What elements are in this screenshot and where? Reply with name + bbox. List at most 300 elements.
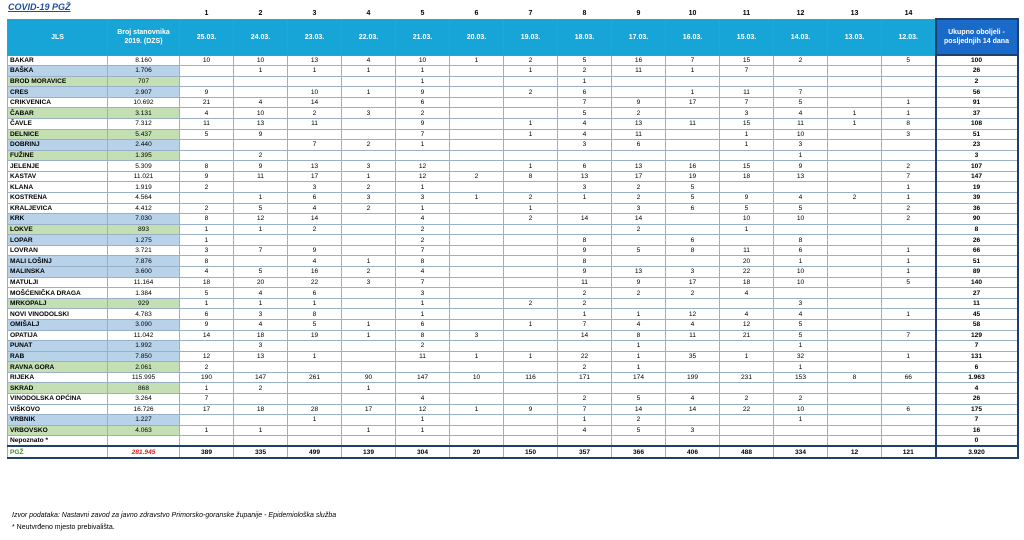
total-cell: 6 bbox=[936, 362, 1018, 373]
totals-count-cell: 121 bbox=[882, 446, 936, 458]
case-count-cell: 3 bbox=[342, 193, 396, 204]
case-count-cell: 7 bbox=[396, 277, 450, 288]
case-count-cell: 4 bbox=[396, 214, 450, 225]
case-count-cell bbox=[504, 362, 558, 373]
case-count-cell: 7 bbox=[396, 129, 450, 140]
case-count-cell bbox=[450, 203, 504, 214]
case-count-cell: 8 bbox=[882, 118, 936, 129]
table-row bbox=[8, 319, 1018, 330]
population-cell: 2.440 bbox=[108, 140, 180, 151]
case-count-cell: 9 bbox=[234, 161, 288, 172]
case-count-cell: 4 bbox=[180, 108, 234, 119]
municipality-name: VRBNIK bbox=[8, 415, 108, 426]
population-cell: 5.437 bbox=[108, 129, 180, 140]
totals-population: 281.945 bbox=[108, 446, 180, 458]
case-count-cell bbox=[666, 436, 720, 447]
municipality-name: KASTAV bbox=[8, 171, 108, 182]
header-date: 18.03. bbox=[558, 19, 612, 55]
case-count-cell: 3 bbox=[342, 277, 396, 288]
case-count-cell: 1 bbox=[396, 203, 450, 214]
case-count-cell: 2 bbox=[180, 362, 234, 373]
table-row bbox=[8, 309, 1018, 320]
case-count-cell: 2 bbox=[558, 66, 612, 77]
case-count-cell: 1 bbox=[234, 193, 288, 204]
case-count-cell: 8 bbox=[558, 235, 612, 246]
case-count-cell bbox=[828, 362, 882, 373]
case-count-cell bbox=[828, 394, 882, 405]
case-count-cell bbox=[180, 436, 234, 447]
case-count-cell: 2 bbox=[396, 235, 450, 246]
case-count-cell: 2 bbox=[882, 214, 936, 225]
case-count-cell: 1 bbox=[288, 298, 342, 309]
case-count-cell: 1 bbox=[396, 425, 450, 436]
case-count-cell: 1 bbox=[504, 129, 558, 140]
case-count-cell: 12 bbox=[720, 319, 774, 330]
population-cell: 1.384 bbox=[108, 288, 180, 299]
case-count-cell: 10 bbox=[774, 404, 828, 415]
case-count-cell: 2 bbox=[774, 394, 828, 405]
population-cell: 3.721 bbox=[108, 245, 180, 256]
case-count-cell: 1 bbox=[558, 415, 612, 426]
case-count-cell bbox=[342, 298, 396, 309]
column-number: 12 bbox=[796, 10, 805, 18]
case-count-cell: 6 bbox=[882, 404, 936, 415]
case-count-cell: 17 bbox=[612, 171, 666, 182]
header-date: 25.03. bbox=[180, 19, 234, 55]
population-cell: 868 bbox=[108, 383, 180, 394]
case-count-cell bbox=[720, 383, 774, 394]
header-date: 23.03. bbox=[288, 19, 342, 55]
case-count-cell: 1 bbox=[396, 66, 450, 77]
table-row bbox=[8, 256, 1018, 267]
case-count-cell: 1 bbox=[342, 330, 396, 341]
case-count-cell: 4 bbox=[774, 193, 828, 204]
municipality-name: FUŽINE bbox=[8, 150, 108, 161]
case-count-cell: 6 bbox=[666, 203, 720, 214]
case-count-cell: 4 bbox=[234, 288, 288, 299]
case-count-cell bbox=[450, 182, 504, 193]
case-count-cell bbox=[450, 66, 504, 77]
case-count-cell bbox=[288, 150, 342, 161]
case-count-cell: 5 bbox=[612, 425, 666, 436]
municipality-name: CRES bbox=[8, 87, 108, 98]
case-count-cell bbox=[666, 362, 720, 373]
municipality-name: MALI LOŠINJ bbox=[8, 256, 108, 267]
case-count-cell bbox=[882, 150, 936, 161]
case-count-cell: 1 bbox=[180, 235, 234, 246]
case-count-cell: 2 bbox=[558, 298, 612, 309]
case-count-cell: 1 bbox=[774, 362, 828, 373]
case-count-cell: 17 bbox=[288, 171, 342, 182]
total-cell: 58 bbox=[936, 319, 1018, 330]
table-row bbox=[8, 171, 1018, 182]
page-title: COVID-19 PGŽ bbox=[8, 2, 71, 12]
total-cell: 7 bbox=[936, 415, 1018, 426]
municipality-name: PUNAT bbox=[8, 341, 108, 352]
population-cell: 1.395 bbox=[108, 150, 180, 161]
case-count-cell bbox=[234, 87, 288, 98]
case-count-cell bbox=[828, 182, 882, 193]
total-cell: 66 bbox=[936, 245, 1018, 256]
header-jls: JLS bbox=[8, 19, 108, 55]
case-count-cell: 9 bbox=[234, 129, 288, 140]
case-count-cell: 2 bbox=[504, 87, 558, 98]
case-count-cell: 1 bbox=[558, 76, 612, 87]
case-count-cell: 1 bbox=[882, 97, 936, 108]
case-count-cell: 17 bbox=[666, 97, 720, 108]
case-count-cell bbox=[558, 224, 612, 235]
case-count-cell bbox=[612, 256, 666, 267]
case-count-cell: 16 bbox=[288, 267, 342, 278]
case-count-cell: 8 bbox=[828, 372, 882, 383]
case-count-cell bbox=[450, 129, 504, 140]
table-row bbox=[8, 55, 1018, 66]
case-count-cell: 2 bbox=[558, 394, 612, 405]
case-count-cell bbox=[504, 108, 558, 119]
population-cell: 115.995 bbox=[108, 372, 180, 383]
case-count-cell bbox=[666, 415, 720, 426]
column-number: 11 bbox=[742, 10, 751, 18]
case-count-cell bbox=[504, 277, 558, 288]
case-count-cell bbox=[882, 362, 936, 373]
totals-count-cell: 366 bbox=[612, 446, 666, 458]
column-number: 5 bbox=[420, 10, 425, 18]
table-body bbox=[8, 55, 1018, 458]
case-count-cell: 11 bbox=[396, 351, 450, 362]
header-date: 13.03. bbox=[828, 19, 882, 55]
case-count-cell bbox=[828, 214, 882, 225]
case-count-cell bbox=[234, 436, 288, 447]
case-count-cell: 22 bbox=[288, 277, 342, 288]
case-count-cell bbox=[504, 383, 558, 394]
total-cell: 0 bbox=[936, 436, 1018, 447]
case-count-cell bbox=[450, 415, 504, 426]
case-count-cell bbox=[882, 76, 936, 87]
case-count-cell: 20 bbox=[234, 277, 288, 288]
case-count-cell bbox=[342, 309, 396, 320]
case-count-cell: 5 bbox=[234, 267, 288, 278]
case-count-cell bbox=[450, 319, 504, 330]
total-cell: 91 bbox=[936, 97, 1018, 108]
case-count-cell: 10 bbox=[774, 267, 828, 278]
case-count-cell: 4 bbox=[612, 319, 666, 330]
population-cell: 11.042 bbox=[108, 330, 180, 341]
case-count-cell: 1 bbox=[504, 351, 558, 362]
case-count-cell bbox=[882, 298, 936, 309]
case-count-cell bbox=[828, 267, 882, 278]
case-count-cell bbox=[342, 76, 396, 87]
case-count-cell bbox=[504, 267, 558, 278]
case-count-cell bbox=[504, 425, 558, 436]
table-row bbox=[8, 341, 1018, 352]
case-count-cell bbox=[450, 87, 504, 98]
case-count-cell: 66 bbox=[882, 372, 936, 383]
municipality-name: ČABAR bbox=[8, 108, 108, 119]
total-cell: 23 bbox=[936, 140, 1018, 151]
municipality-name: Nepoznato * bbox=[8, 436, 108, 447]
case-count-cell: 7 bbox=[288, 140, 342, 151]
case-count-cell: 19 bbox=[666, 171, 720, 182]
case-count-cell: 3 bbox=[720, 108, 774, 119]
case-count-cell bbox=[504, 140, 558, 151]
population-cell: 1.992 bbox=[108, 341, 180, 352]
case-count-cell bbox=[288, 394, 342, 405]
case-count-cell: 1 bbox=[882, 309, 936, 320]
case-count-cell bbox=[342, 245, 396, 256]
case-count-cell: 3 bbox=[234, 309, 288, 320]
case-count-cell bbox=[558, 383, 612, 394]
case-count-cell bbox=[450, 309, 504, 320]
column-number: 8 bbox=[582, 10, 587, 18]
case-count-cell: 1 bbox=[612, 341, 666, 352]
case-count-cell: 1 bbox=[720, 224, 774, 235]
total-cell: 107 bbox=[936, 161, 1018, 172]
case-count-cell: 2 bbox=[612, 288, 666, 299]
municipality-name: RAVNA GORA bbox=[8, 362, 108, 373]
case-count-cell bbox=[504, 436, 558, 447]
case-count-cell: 6 bbox=[558, 161, 612, 172]
population-cell: 7.030 bbox=[108, 214, 180, 225]
table-row bbox=[8, 214, 1018, 225]
municipality-name: SKRAD bbox=[8, 383, 108, 394]
totals-count-cell: 488 bbox=[720, 446, 774, 458]
case-count-cell: 11 bbox=[558, 277, 612, 288]
case-count-cell: 3 bbox=[774, 298, 828, 309]
case-count-cell: 3 bbox=[558, 140, 612, 151]
case-count-cell bbox=[342, 97, 396, 108]
case-count-cell: 1 bbox=[882, 245, 936, 256]
case-count-cell bbox=[828, 351, 882, 362]
case-count-cell: 9 bbox=[288, 245, 342, 256]
case-count-cell: 32 bbox=[774, 351, 828, 362]
total-cell: 2 bbox=[936, 76, 1018, 87]
case-count-cell bbox=[504, 330, 558, 341]
case-count-cell bbox=[288, 383, 342, 394]
case-count-cell: 7 bbox=[558, 319, 612, 330]
case-count-cell bbox=[342, 288, 396, 299]
case-count-cell: 10 bbox=[180, 55, 234, 66]
case-count-cell: 8 bbox=[504, 171, 558, 182]
case-count-cell bbox=[666, 150, 720, 161]
case-count-cell bbox=[828, 161, 882, 172]
case-count-cell: 1 bbox=[504, 319, 558, 330]
case-count-cell bbox=[504, 256, 558, 267]
case-count-cell bbox=[612, 298, 666, 309]
case-count-cell bbox=[558, 436, 612, 447]
population-cell: 10.692 bbox=[108, 97, 180, 108]
case-count-cell bbox=[882, 383, 936, 394]
total-cell: 36 bbox=[936, 203, 1018, 214]
case-count-cell: 2 bbox=[342, 267, 396, 278]
case-count-cell bbox=[450, 224, 504, 235]
municipality-name: RAB bbox=[8, 351, 108, 362]
case-count-cell bbox=[450, 425, 504, 436]
case-count-cell: 2 bbox=[828, 193, 882, 204]
case-count-cell: 2 bbox=[612, 415, 666, 426]
case-count-cell: 15 bbox=[720, 118, 774, 129]
case-count-cell: 4 bbox=[666, 319, 720, 330]
total-cell: 19 bbox=[936, 182, 1018, 193]
case-count-cell: 9 bbox=[180, 87, 234, 98]
total-cell: 51 bbox=[936, 129, 1018, 140]
case-count-cell: 1 bbox=[288, 66, 342, 77]
case-count-cell bbox=[234, 182, 288, 193]
total-cell: 27 bbox=[936, 288, 1018, 299]
table-row bbox=[8, 298, 1018, 309]
case-count-cell: 1 bbox=[234, 298, 288, 309]
case-count-cell: 5 bbox=[234, 203, 288, 214]
total-cell: 175 bbox=[936, 404, 1018, 415]
case-count-cell bbox=[450, 277, 504, 288]
total-cell: 26 bbox=[936, 66, 1018, 77]
case-count-cell bbox=[882, 425, 936, 436]
total-cell: 7 bbox=[936, 341, 1018, 352]
column-number: 2 bbox=[258, 10, 263, 18]
case-count-cell: 116 bbox=[504, 372, 558, 383]
case-count-cell bbox=[234, 415, 288, 426]
case-count-cell: 4 bbox=[288, 203, 342, 214]
case-count-cell bbox=[666, 298, 720, 309]
case-count-cell: 12 bbox=[666, 309, 720, 320]
case-count-cell: 18 bbox=[180, 277, 234, 288]
case-count-cell: 4 bbox=[558, 129, 612, 140]
case-count-cell: 2 bbox=[558, 362, 612, 373]
totals-count-cell: 12 bbox=[828, 446, 882, 458]
population-cell: 3.264 bbox=[108, 394, 180, 405]
municipality-name: KRALJEVICA bbox=[8, 203, 108, 214]
case-count-cell: 5 bbox=[774, 319, 828, 330]
case-count-cell bbox=[882, 415, 936, 426]
case-count-cell: 11 bbox=[234, 171, 288, 182]
table-row bbox=[8, 87, 1018, 98]
header-population: Broj stanovnika 2019. (DZS) bbox=[108, 19, 180, 55]
case-count-cell bbox=[882, 235, 936, 246]
case-count-cell: 5 bbox=[288, 319, 342, 330]
case-count-cell: 3 bbox=[342, 161, 396, 172]
case-count-cell: 10 bbox=[234, 108, 288, 119]
case-count-cell: 231 bbox=[720, 372, 774, 383]
case-count-cell: 1 bbox=[504, 118, 558, 129]
case-count-cell: 7 bbox=[666, 55, 720, 66]
case-count-cell: 28 bbox=[288, 404, 342, 415]
case-count-cell bbox=[450, 97, 504, 108]
case-count-cell: 18 bbox=[720, 277, 774, 288]
case-count-cell bbox=[450, 298, 504, 309]
case-count-cell bbox=[882, 341, 936, 352]
case-count-cell bbox=[342, 351, 396, 362]
case-count-cell: 2 bbox=[774, 55, 828, 66]
case-count-cell: 21 bbox=[720, 330, 774, 341]
totals-count-cell: 389 bbox=[180, 446, 234, 458]
case-count-cell bbox=[828, 245, 882, 256]
case-count-cell: 9 bbox=[558, 267, 612, 278]
case-count-cell bbox=[882, 140, 936, 151]
municipality-name: JELENJE bbox=[8, 161, 108, 172]
case-count-cell: 2 bbox=[612, 224, 666, 235]
case-count-cell: 1 bbox=[342, 425, 396, 436]
total-cell: 108 bbox=[936, 118, 1018, 129]
case-count-cell bbox=[612, 150, 666, 161]
case-count-cell bbox=[774, 76, 828, 87]
case-count-cell: 5 bbox=[774, 97, 828, 108]
population-cell: 11.021 bbox=[108, 171, 180, 182]
case-count-cell: 1 bbox=[828, 118, 882, 129]
population-cell: 929 bbox=[108, 298, 180, 309]
case-count-cell bbox=[882, 87, 936, 98]
case-count-cell: 1 bbox=[396, 140, 450, 151]
case-count-cell: 4 bbox=[774, 309, 828, 320]
case-count-cell bbox=[828, 319, 882, 330]
total-cell: 8 bbox=[936, 224, 1018, 235]
case-count-cell bbox=[450, 150, 504, 161]
municipality-name: RIJEKA bbox=[8, 372, 108, 383]
case-count-cell bbox=[828, 150, 882, 161]
case-count-cell: 13 bbox=[774, 171, 828, 182]
case-count-cell: 1 bbox=[342, 87, 396, 98]
case-count-cell bbox=[666, 129, 720, 140]
case-count-cell: 3 bbox=[558, 182, 612, 193]
case-count-cell: 5 bbox=[882, 277, 936, 288]
case-count-cell bbox=[828, 97, 882, 108]
case-count-cell bbox=[828, 309, 882, 320]
case-count-cell: 2 bbox=[450, 171, 504, 182]
case-count-cell: 7 bbox=[558, 97, 612, 108]
case-count-cell: 17 bbox=[180, 404, 234, 415]
totals-count-cell: 335 bbox=[234, 446, 288, 458]
case-count-cell: 1 bbox=[234, 425, 288, 436]
case-count-cell bbox=[342, 224, 396, 235]
column-number: 13 bbox=[850, 10, 859, 18]
population-cell: 1.706 bbox=[108, 66, 180, 77]
case-count-cell bbox=[180, 341, 234, 352]
case-count-cell: 5 bbox=[180, 129, 234, 140]
totals-count-cell: 150 bbox=[504, 446, 558, 458]
table-row bbox=[8, 140, 1018, 151]
totals-count-cell: 499 bbox=[288, 446, 342, 458]
case-count-cell: 1 bbox=[774, 341, 828, 352]
municipality-name: OPATIJA bbox=[8, 330, 108, 341]
case-count-cell: 6 bbox=[288, 193, 342, 204]
case-count-cell: 1 bbox=[342, 319, 396, 330]
table-row bbox=[8, 235, 1018, 246]
case-count-cell: 1 bbox=[828, 108, 882, 119]
table-row bbox=[8, 277, 1018, 288]
case-count-cell bbox=[504, 150, 558, 161]
case-count-cell: 5 bbox=[666, 182, 720, 193]
case-count-cell: 12 bbox=[396, 404, 450, 415]
case-count-cell: 8 bbox=[774, 235, 828, 246]
case-count-cell bbox=[828, 87, 882, 98]
case-count-cell bbox=[882, 66, 936, 77]
case-count-cell: 9 bbox=[612, 277, 666, 288]
municipality-name: BROD MORAVICE bbox=[8, 76, 108, 87]
case-count-cell: 13 bbox=[288, 161, 342, 172]
case-count-cell bbox=[882, 319, 936, 330]
table-row bbox=[8, 66, 1018, 77]
case-count-cell: 4 bbox=[234, 319, 288, 330]
case-count-cell: 9 bbox=[180, 319, 234, 330]
case-count-cell bbox=[234, 140, 288, 151]
case-count-cell bbox=[720, 76, 774, 87]
case-count-cell: 2 bbox=[288, 224, 342, 235]
case-count-cell bbox=[234, 256, 288, 267]
total-cell: 45 bbox=[936, 309, 1018, 320]
population-cell bbox=[108, 436, 180, 447]
case-count-cell bbox=[288, 436, 342, 447]
total-cell: 26 bbox=[936, 394, 1018, 405]
case-count-cell: 35 bbox=[666, 351, 720, 362]
case-count-cell bbox=[342, 129, 396, 140]
